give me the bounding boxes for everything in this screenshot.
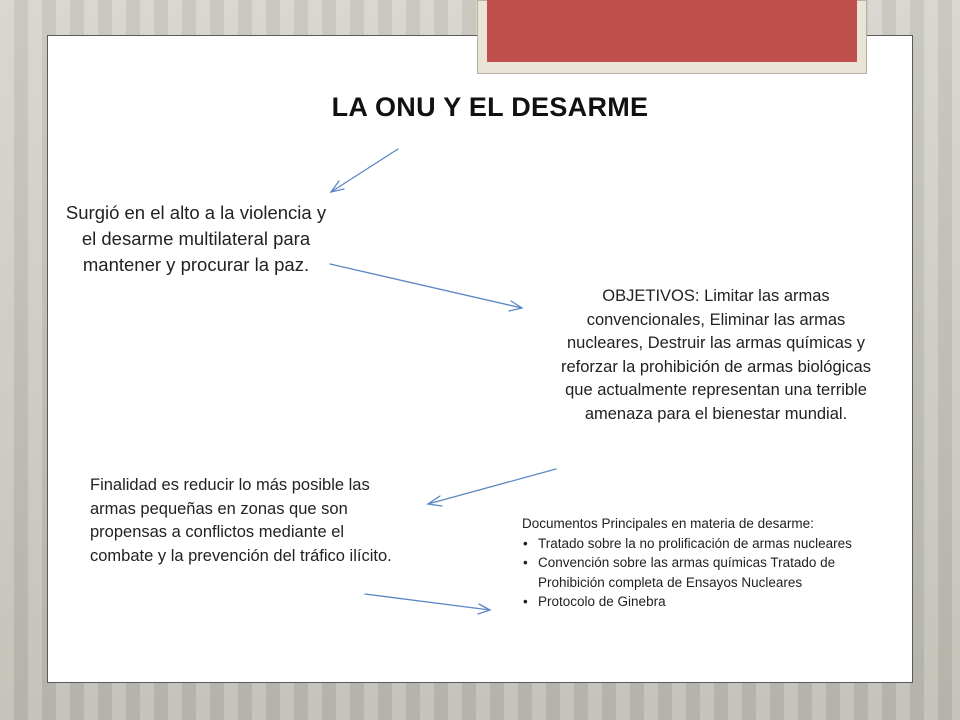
arrow-title-to-origin: [331, 149, 398, 192]
slide-title: LA ONU Y EL DESARME: [331, 92, 649, 122]
arrow-purpose-to-documents: [365, 594, 490, 614]
arrow-objectives-to-purpose: [428, 469, 556, 506]
purpose-text: Finalidad es reducir lo más posible las armas pequeñas en zonas que son propensas a conflictos mediante el combate y la prevención del tráfico ilícito.: [90, 476, 392, 565]
origin-text: Surgió en el alto a la violencia y el desarme multilateral para mantener y procurar la paz.: [65, 202, 327, 275]
objectives-text: OBJETIVOS: Limitar las armas convencionales, Eliminar las armas nucleares, Destruir las armas químicas y reforzar la prohibición de armas biológicas que actualmente representan una terrible amenaza para el bienestar mundial.: [561, 287, 871, 423]
document-item: • Convención sobre las armas químicas Tratado de Prohibición completa de Ensayos Nucleares: [522, 553, 862, 592]
arrow-origin-to-objectives: [330, 264, 522, 311]
document-item: • Protocolo de Ginebra: [522, 592, 862, 612]
document-item: • Tratado sobre la no prolificación de armas nucleares: [522, 534, 862, 554]
documents-heading: Documentos Principales en materia de desarme:: [522, 516, 814, 531]
